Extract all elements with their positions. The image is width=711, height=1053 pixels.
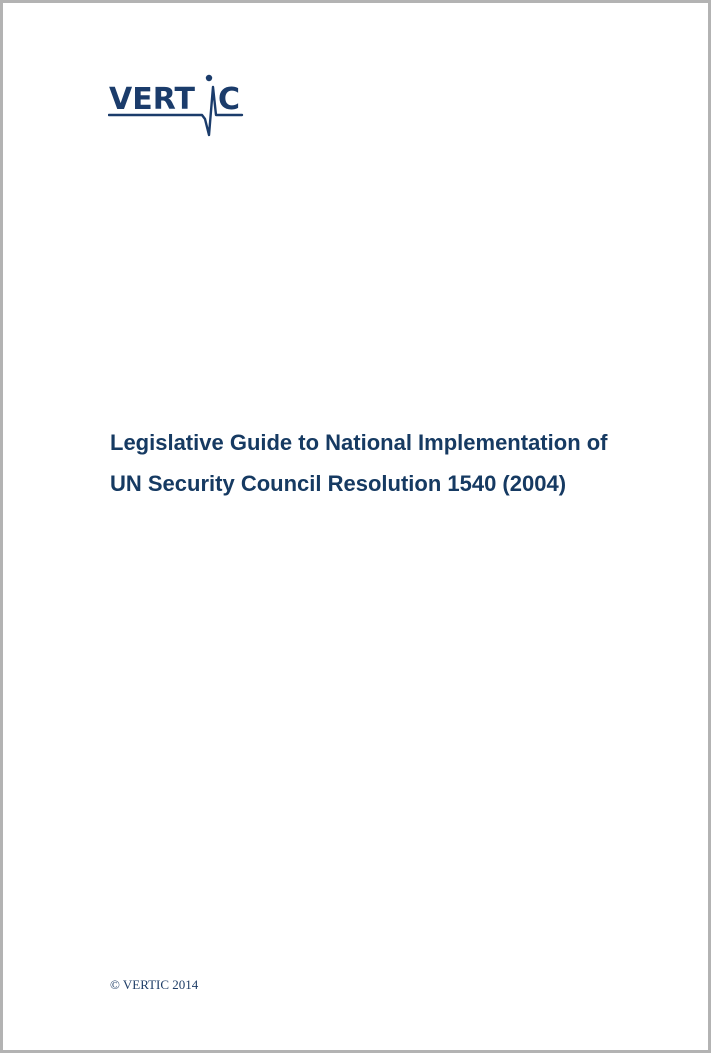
- logo-i-dot: [206, 75, 212, 81]
- document-title: [110, 422, 690, 504]
- vertic-logo-mark: [108, 73, 244, 137]
- title-line-2: UN Security Council Resolution 1540 (2004): [110, 471, 567, 496]
- vertic-logo: [108, 73, 244, 137]
- logo-letters: VERT: [109, 82, 195, 117]
- logo-letter-c: C: [218, 82, 241, 117]
- title-line-1: Legislative Guide to National Implementation of: [110, 430, 608, 455]
- copyright-notice: © VERTIC 2014: [110, 977, 199, 992]
